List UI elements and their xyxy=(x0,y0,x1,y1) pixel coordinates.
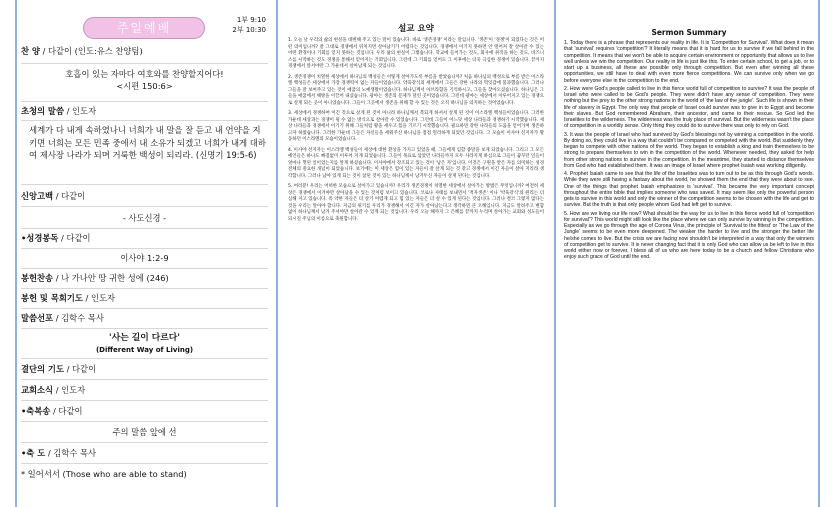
reading-reference: 이사야 1:2-9 xyxy=(21,249,268,269)
korean-summary-panel xyxy=(282,0,548,507)
english-summary-panel xyxy=(558,0,818,507)
english-paragraph: 4. Prophet Isaiah came to see that the life of the Israelites was to turn out to be as this through God's words. While they were still having a fantasy about the world, he showed them the end that they were about to see. One of the things that prophet Isaiah emphasizes is 'survival'. This became the very important concept throughout the entire bible that implies someone who was saved. It may seem like only the powerful person gets to survive in this world and only the winner of the competition seems to be chosen with the life and get to survive. But the truth is that only people whom God had left get to survive. xyxy=(564,171,814,209)
offering-hymn-row xyxy=(21,269,268,289)
sermon-label: 말씀선포 xyxy=(21,313,54,323)
offering-label: 봉헌찬송 xyxy=(21,273,54,283)
sermon-title: '사는 길이 다르다' xyxy=(109,333,180,343)
hymn-value: / 다같이 (인도:유스 찬양팀) xyxy=(42,46,143,56)
creed-row xyxy=(21,185,268,207)
offering-prayer-label: 봉헌 및 목회기도 xyxy=(21,293,83,303)
sermon-title-en: (Different Way of Living) xyxy=(95,346,194,354)
call-to-worship xyxy=(21,64,268,102)
offering-prayer-row xyxy=(21,289,268,309)
news-label: 교회소식 xyxy=(21,385,54,395)
english-paragraph: 1. Today there is a phrase that represents our reality in life. It is 'Competition for Survival'. What does it mean that 'survival' requires 'competition'? It literally means that it is hard for us to survive if we fall behind in the competition. It means that we won't be able to acquire certain environment or opportunity that allows us to live well unless we win the competition. Our reality in life is just like this. To enter certain school, to get a job, or to start up a business, all these are possible only through competition. But even after winning all these opportunities, we still have to deal with even more fierce competitions. We can survive only when we go before everyone else in the competition to the end. xyxy=(564,40,814,84)
panel-divider xyxy=(276,0,278,507)
hymn-row xyxy=(21,45,268,64)
sermon-by: / 김학수 목사 xyxy=(55,313,104,323)
sermon-row xyxy=(21,309,268,329)
english-paragraph: 3. It was the people of Israel who had survived by God's blessings not by winning a competition in the world. By doing so, they could live in a way that couldn't be compared or competed with the world. But suddenly they began to compete with other nations of the world. They began to establish a king and train themselves to be strong to prepare themselves to win in the competition of the world. Whenever needed, they asked for help from other strong nations to survive in the competition. In the meantime, they started to distance themselves from God who had established them. It was an image of Israel where prophet Isaiah was working diligently. xyxy=(564,131,814,169)
news-row xyxy=(21,380,268,401)
decision-prayer-row xyxy=(21,359,268,380)
english-paragraph: 5. How are we living our life now? What should be the way for us to live in this fierce world full of 'competition for survival'? This world might still look like the place where we can only survive by winning in the competition. Especially as we go through the age of Corona Virus, the principle of 'Survival to the fittest' or 'The Law of the Jungle' seems to be even more deepened. The weaker the harder to live and the stronger the better life he/she comes to live. But the crisis we are facing now shouldn't be interpreted in a way that only the winners of competition get to survive. It is never changing fact that it is only God who can allow us be left to live in this world either now or forever. I bless all of us who are here today to be a church and fellow Christians who enjoy such grace of God until the end. xyxy=(564,210,814,261)
sermon-title-block xyxy=(21,329,268,359)
news-by: / 인도자 xyxy=(55,385,86,395)
invocation-text: 세계가 다 내게 속하였나니 너희가 내 말을 잘 듣고 내 언약을 지키면 너희는 모든 민족 중에서 내 소유가 되겠고 너희가 내게 대하여 제사장 나라가 되며 거룩한 백성이 되리라. (신명기 19:5-6) xyxy=(21,121,268,185)
benediction-by: / 김학수 목사 xyxy=(47,448,97,458)
decision-by: / 다같이 xyxy=(66,364,97,374)
call-text: 호흡이 있는 자마다 여호와를 찬양할지어다! xyxy=(65,69,224,79)
reading-row xyxy=(21,229,268,249)
service-times xyxy=(232,15,266,35)
apostles-creed: - 사도신경 - xyxy=(21,207,268,229)
blessing-song-by: / 다같이 xyxy=(53,406,83,416)
benediction-row xyxy=(21,443,268,464)
offering-prayer-by: / 인도자 xyxy=(85,293,116,303)
decision-label: 결단의 기도 xyxy=(21,364,64,374)
korean-summary-title: 설교 요약 xyxy=(398,24,434,34)
service-time-1: 1부 9:10 xyxy=(236,16,266,24)
creed-label: 신앙고백 xyxy=(21,191,54,201)
worship-header xyxy=(21,15,268,45)
english-summary-title: Sermon Summary xyxy=(651,28,727,37)
panel-divider xyxy=(818,0,820,507)
worship-title: 주일예배 xyxy=(83,17,205,39)
benediction-label: •축 도 xyxy=(21,448,46,458)
worship-order-panel xyxy=(17,0,274,507)
invocation-row xyxy=(21,102,268,121)
korean-paragraph: 5. 여러분! 우리는 어떠한 모습으로 살아가고 있습니까? 우리가 생존경쟁이 치열한 세상에서 살아가는 방법은 무엇입니까? 여전히 세상은 경쟁에서 이겨야만 살아남을 수 있는 것처럼 보이고 있습니다. 코로나 사태를 보내면서 '적자생존' 이나 '약육강식'의 원리는 더 심해 지고 있습니다. 즉 약한 자들은 더 살기 어렵게 되고 힘 있는 자들은 더 살 수 있게 된다는 것입니다. 그러나 결코 그렇지 않다는 것을 우리는 알아야 합니다. 지금의 위기를 우리가 경쟁해서 이긴 자가 살아남는다고 생각하면 큰 오해입니다. 지금도 알려주고 변함없이 하나님께서 남겨 주셔야만 살아갈 수 있게 되는 것입니다. 우리 오늘 해까지 그 은혜를 끝까지 누리며 살아가는 교회와 성도들이 되시길 주님의 이름으로 축원합니다. xyxy=(288,184,544,222)
english-paragraph: 2. How were God's people called to live in this fierce world full of competition to survive? It was the people of Israel who were called to be God's people. They were didn't have any sense of competition. They were nothing but the prey to the other strong nations in the world of 'the law of the jungle'. Such life is shown in their life of slavery in Egypt. The only way that people of Israel could survive was to give in to Egypt and become their slaves. But God remembered Abraham, their ancestor, and came to their rescue. So God led the Israelites to the wilderness. The wilderness was the truly place of survival. But the wilderness wasn't the place of competition in a worldly sense. Only thing they could do to survive there was only to rely on God. xyxy=(564,85,815,130)
service-time-2: 2부 10:30 xyxy=(232,26,266,34)
reading-by: / 다같이 xyxy=(61,233,91,243)
blessing-song-row xyxy=(21,401,268,422)
korean-paragraph: 3. 세상에서 경쟁하여 이긴 것으로 살게 된 것이 아니라 하나님께서 복되게 하셔서 살게 된 것이 이스라엘 백성들이었습니다. 그러한 가운데 세상과는 경쟁이 될 수 없는 방식으로 살아갈 수 있었습니다. 그런데 그들이 어느덧 세상 나라들과 경쟁하기 시작했습니다. 세상 나라들과 경쟁에서 이기기 위해 그들처럼 왕을 세우고 힘을 기르기 시작했습니다. 필요하면 강한 나라들의 도움을 얻어가며 생존하고자 하였습니다. 그러한 가운데 그들은 자신들을 세워주신 하나님을 점점 멀리하게 되었던 것입니다. 그 모습이 이사야 선지자가 활동하던 이스라엘의 모습이었습니다. xyxy=(288,111,544,142)
invocation-label: 초청의 말씀 xyxy=(21,106,64,116)
korean-paragraph: 4. 이사야 선지자는 이스라엘 백성들이 세상에 대한 환상을 가지고 있었을 때, 그들에게 임할 종말을 보게 되었습니다. 그리고 그 모든 예언들은 하나도 빠짐없이 이루어 지게 되었습니다. 그들이 목표로 삼았던 나라들까지 모두 사라지게 하심으로 그들이 꿈꾸던 일들이 얼마나 헛된 일이었는지를 알게 하셨습니다. 이사야에서 강조되고 있는 것이 '남은 자'입니다. 이것은 구원을 받은 자를 의미하는 성경 전체의 중요한 개념이 되었습니다. 보기에는 이 세상은 힘이 있는 자들이 잘 살게 되는 것 같고 경쟁에서 이긴 자들이 살아 지리라 생각합니다. 그러나 남아 있게 되는 것이 참된 것이 있는 하나님께서 남겨두신 자들이 살게 된다는 것입니다. xyxy=(288,147,544,179)
blessing-song-label: •축복송 xyxy=(21,406,51,416)
panel-divider xyxy=(554,0,556,507)
call-reference: <시편 150:6> xyxy=(116,81,173,91)
invocation-leader: / 인도자 xyxy=(66,106,97,116)
offering-value: / 나 가나안 땅 귀한 성에 (246) xyxy=(55,273,169,283)
korean-paragraph: 2. 생존경쟁이 치열한 세상에서 하나님의 백성들은 어떻게 살아가도록 부름을 받았습니까? 처음 하나님의 백성으로 부름 받은 이스라엘 백성들은 세상에서 가장 경쟁력이 없는 자들이었습니다. 약육강식의 세계에서 그들은 강한 나라의 먹잇감에 불과했습니다. 그러나 그들을 잘 보여주고 있는 것이 애굽의 노예생활이었습니다. 하나님께서 아브라함을 기억하시고, 그들을 찾아오셨습니다. 하나님은 그들을 애굽에서 해방을 이끌어 내셨습니다. 광야는 생존의 문제가 달린 곳이었습니다. 그런데 광야는 세상에서 이루어지고 있는 경쟁으로 살게 되는 곳이 아니었습니다. 그들이 그곳에서 생존을 위해 할 수 있는 것은 오직 하나님을 의지하는 것이었습니다. xyxy=(288,74,544,106)
reading-label: •성경봉독 xyxy=(21,233,59,243)
stand-note: * 일어서서 (Those who are able to stand) xyxy=(21,469,187,479)
hymn-label: 찬 양 xyxy=(21,46,40,56)
creed-by: / 다같이 xyxy=(55,191,86,201)
korean-paragraph: 1. 오늘 날 우리의 삶의 현실을 대변해 주고 있는 말이 있습니다. 바로 '생존경쟁' 이라는 말입니다. '생존'이 '경쟁'이 되었다는 것은 어떤 의미입니까? 잘 그대로 경쟁에서 뒤처지면 살아남기가 어렵다는 것입니다. 경쟁에서 이기지 못하면 안 떨어져 잘 살아갈 수 있는 어떤 환경이나 기회를 얻지 못하는 것입니다. 우리 삶의 현실이 그렇습니다. 학교에 들어가는 것도, 회사에 취직을 하는 것도, 비즈니스를 시작하는 것도 경쟁을 통해서 얻어지는 기회입니다. 그런데 그 기회를 얻어도 그 이후에는 더욱 극심한 경쟁이 있습니다. 끝까지 경쟁에서 앞서야만 그 가운데서 살아남게 되는 것입니다. xyxy=(288,38,544,69)
blessing-song-title: 주의 말씀 앞에 선 xyxy=(21,422,268,443)
